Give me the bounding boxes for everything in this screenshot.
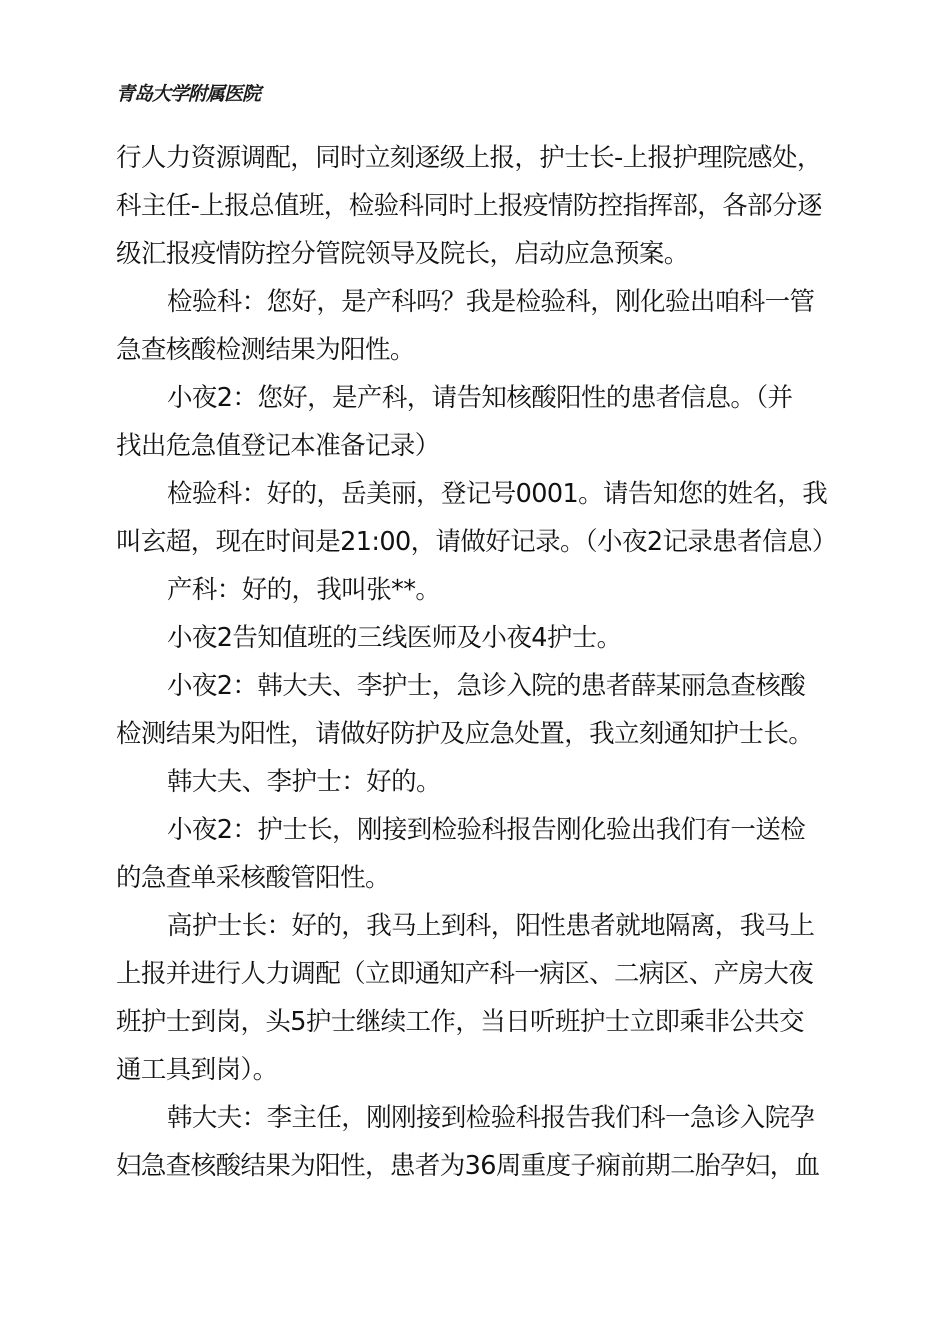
text-line: 叫玄超，现在时间是21:00，请做好记录。（小夜2记录患者信息） bbox=[116, 527, 837, 557]
paragraph-start-line: 高护士长：好的，我马上到科，阳性患者就地隔离，我马上 bbox=[167, 911, 815, 941]
paragraph-start-line: 小夜2告知值班的三线医师及小夜4护士。 bbox=[167, 623, 622, 653]
paragraph-start-line: 检验科：好的，岳美丽，登记号0001。请告知您的姓名，我 bbox=[167, 479, 828, 509]
text-line: 急查核酸检测结果为阳性。 bbox=[116, 335, 415, 365]
paragraph-start-line: 小夜2：韩大夫、李护士，急诊入院的患者薛某丽急查核酸 bbox=[167, 671, 806, 701]
text-line: 班护士到岗，头5护士继续工作，当日听班护士立即乘非公共交 bbox=[116, 1007, 804, 1037]
text-line: 找出危急值登记本准备记录） bbox=[116, 431, 440, 461]
text-line: 上报并进行人力调配（立即通知产科一病区、二病区、产房大夜 bbox=[116, 959, 814, 989]
paragraph-start-line: 小夜2：护士长，刚接到检验科报告刚化验出我们有一送检 bbox=[167, 815, 806, 845]
text-line: 妇急查核酸结果为阳性，患者为36周重度子痫前期二胎孕妇，血 bbox=[116, 1151, 820, 1181]
hospital-logo: 青岛大学附属医院 bbox=[116, 83, 261, 105]
paragraph-start-line: 产科：好的，我叫张**。 bbox=[167, 575, 441, 605]
text-line: 科主任-上报总值班，检验科同时上报疫情防控指挥部，各部分逐 bbox=[116, 191, 822, 221]
document-body bbox=[116, 134, 836, 1190]
text-line: 行人力资源调配，同时立刻逐级上报，护士长-上报护理院感处， bbox=[116, 143, 822, 173]
text-line: 的急查单采核酸管阳性。 bbox=[116, 863, 390, 893]
text-line: 检测结果为阳性，请做好防护及应急处置，我立刻通知护士长。 bbox=[116, 719, 814, 749]
text-line: 通工具到岗）。 bbox=[116, 1055, 278, 1085]
paragraph-start-line: 韩大夫、李护士：好的。 bbox=[167, 767, 441, 797]
paragraph-start-line: 小夜2：您好，是产科，请告知核酸阳性的患者信息。（并 bbox=[167, 383, 793, 413]
paragraph-start-line: 检验科：您好，是产科吗？我是检验科，刚化验出咱科一管 bbox=[167, 287, 815, 317]
text-line: 级汇报疫情防控分管院领导及院长，启动应急预案。 bbox=[116, 239, 689, 269]
paragraph-start-line: 韩大夫：李主任，刚刚接到检验科报告我们科一急诊入院孕 bbox=[167, 1103, 815, 1133]
